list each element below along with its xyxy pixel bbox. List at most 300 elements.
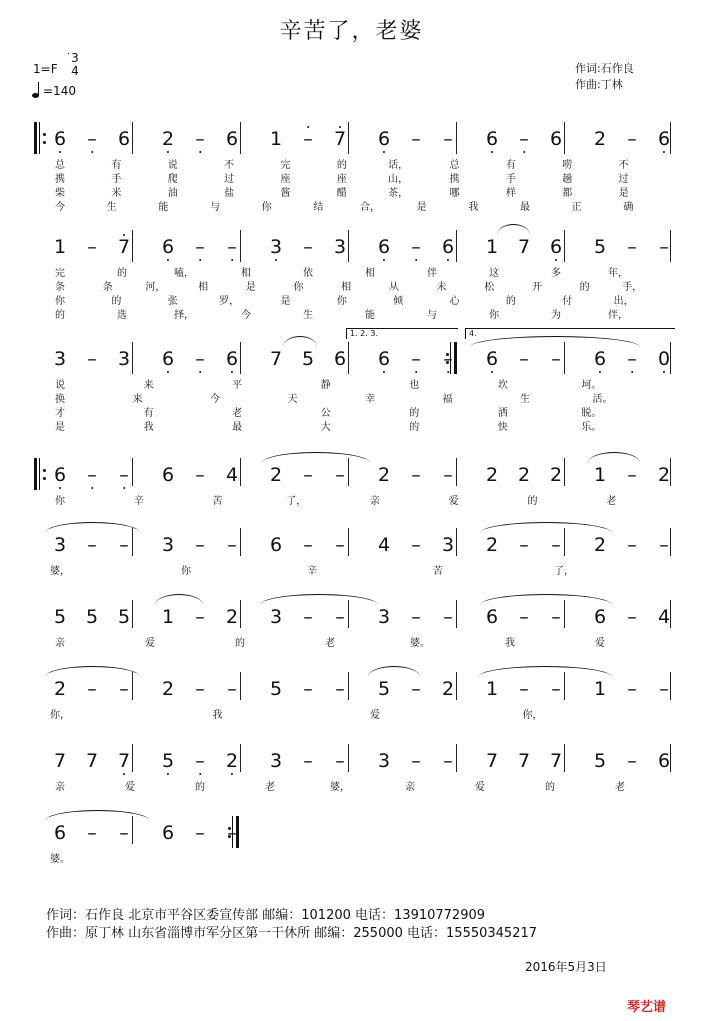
barline bbox=[348, 122, 349, 154]
dash: – bbox=[87, 128, 97, 150]
note: 6 bbox=[269, 534, 283, 556]
dash: – bbox=[87, 678, 97, 700]
note: 7 bbox=[53, 750, 67, 772]
barline bbox=[240, 230, 241, 262]
repeat-thick-line bbox=[34, 122, 37, 154]
lyric-syllable: 你， bbox=[522, 710, 543, 721]
score-system bbox=[0, 329, 703, 442]
note: 1 bbox=[485, 236, 499, 258]
lyric-syllable: 苦 bbox=[433, 566, 443, 577]
lyric-syllable: 的 bbox=[409, 422, 420, 433]
dash: – bbox=[195, 534, 205, 556]
lyric-syllable: 生 bbox=[520, 394, 530, 405]
barline bbox=[670, 600, 671, 628]
lyric-syllable: 婆。 bbox=[50, 854, 70, 865]
dash: – bbox=[87, 236, 97, 258]
note: 6 bbox=[333, 348, 347, 370]
note: 1 bbox=[53, 236, 67, 258]
dash: – bbox=[303, 464, 313, 486]
lyric-syllable: 茶， bbox=[388, 188, 409, 199]
lyric-syllable: 相 bbox=[365, 268, 375, 279]
dash: – bbox=[551, 348, 561, 370]
dash: – bbox=[519, 534, 529, 556]
lyric-syllable: 为 bbox=[551, 310, 561, 321]
dash: – bbox=[443, 348, 453, 370]
note: 4 bbox=[657, 606, 671, 628]
dash: – bbox=[627, 348, 637, 370]
dash: – bbox=[195, 128, 205, 150]
site-logo: 琴艺谱 bbox=[627, 1000, 667, 1015]
barline bbox=[348, 342, 349, 374]
repeat-thin-line bbox=[39, 122, 40, 154]
note: 6 bbox=[161, 464, 175, 486]
lyric-syllable: 才 bbox=[55, 408, 65, 419]
octave-dot-high bbox=[307, 126, 309, 128]
quarter-note-icon bbox=[32, 93, 39, 98]
dash: – bbox=[411, 348, 421, 370]
octave-dot-low bbox=[231, 371, 233, 373]
slur bbox=[497, 224, 530, 235]
barline bbox=[132, 122, 133, 154]
octave-dot-low bbox=[167, 151, 169, 153]
octave-dot-low bbox=[91, 151, 93, 153]
octave-dot-low bbox=[123, 773, 125, 775]
lyric-syllable: 总 bbox=[55, 160, 65, 171]
note: 5 bbox=[117, 606, 131, 628]
note: 2 bbox=[377, 464, 391, 486]
note: 3 bbox=[269, 606, 283, 628]
octave-dot-low bbox=[199, 151, 201, 153]
lyric-syllable: 伴 bbox=[427, 268, 437, 279]
lyric-syllable: 携 bbox=[55, 174, 65, 185]
lyric-syllable: 爱 bbox=[595, 638, 605, 649]
octave-dot-low bbox=[491, 151, 493, 153]
note: 2 bbox=[485, 534, 499, 556]
barline bbox=[564, 230, 565, 262]
lyric-syllable: 从 bbox=[388, 282, 399, 293]
note: 6 bbox=[486, 348, 498, 370]
lyric-syllable: 不 bbox=[224, 160, 235, 171]
lyric-syllable: 正 bbox=[571, 202, 582, 213]
repeat-thin-line bbox=[39, 458, 40, 490]
octave-dot-low bbox=[383, 371, 385, 373]
note: 6 bbox=[162, 236, 174, 258]
note: 6 bbox=[549, 128, 563, 150]
lyric-syllable: 条 bbox=[102, 282, 113, 293]
octave-dot-low bbox=[199, 371, 201, 373]
footer-composer: 作曲：原丁林 山东省淄博市军分区第一干休所 邮编：255000 电话：15550345217 bbox=[46, 926, 538, 941]
repeat-thick-line bbox=[34, 458, 37, 490]
note: 6 bbox=[117, 128, 131, 150]
note: 6 bbox=[161, 822, 175, 844]
octave-dot-low bbox=[447, 259, 449, 261]
key-signature: 1=F bbox=[33, 62, 58, 76]
lyric-syllable: 相 bbox=[341, 282, 352, 293]
dash: – bbox=[443, 606, 453, 628]
dash: – bbox=[227, 534, 237, 556]
note: 3 bbox=[269, 750, 283, 772]
slur bbox=[262, 452, 370, 463]
note: 3 bbox=[117, 348, 131, 370]
octave-dot-low bbox=[663, 151, 665, 153]
lyric-syllable: 付 bbox=[562, 296, 573, 307]
barline bbox=[670, 528, 671, 556]
octave-dot-low bbox=[167, 371, 169, 373]
lyric-syllable: 静 bbox=[320, 380, 331, 391]
barline bbox=[456, 230, 457, 262]
song-title: 辛苦了，老婆 bbox=[279, 19, 424, 44]
lyric-syllable: 的 bbox=[195, 782, 205, 793]
dash: – bbox=[627, 678, 637, 700]
octave-dot-low bbox=[631, 371, 633, 373]
lyric-syllable: 乐。 bbox=[581, 422, 602, 433]
lyric-syllable: 过 bbox=[618, 174, 629, 185]
lyric-syllable: 相 bbox=[198, 282, 209, 293]
note: 1 bbox=[485, 678, 499, 700]
lyric-syllable: 你 bbox=[261, 202, 272, 213]
barline bbox=[132, 600, 133, 628]
lyric-syllable: 趟 bbox=[562, 174, 573, 185]
tempo-marking bbox=[32, 84, 76, 98]
score-system bbox=[0, 816, 703, 916]
lyric-syllable: 话， bbox=[388, 160, 409, 171]
octave-dot-low bbox=[167, 773, 169, 775]
note: 7 bbox=[333, 128, 347, 150]
lyric-syllable: 是 bbox=[618, 188, 629, 199]
dash: – bbox=[195, 750, 205, 772]
note: 7 bbox=[549, 750, 563, 772]
note: 6 bbox=[54, 464, 66, 486]
lyric-syllable: 坎 bbox=[497, 380, 508, 391]
barline bbox=[456, 672, 457, 700]
lyric-syllable: 座 bbox=[280, 174, 291, 185]
note: 7 bbox=[269, 348, 283, 370]
dash: – bbox=[195, 236, 205, 258]
lyric-syllable: 能 bbox=[158, 202, 169, 213]
note: 3 bbox=[161, 534, 175, 556]
lyric-syllable: 的 bbox=[111, 296, 122, 307]
barline bbox=[670, 458, 671, 486]
lyric-syllable: 辛 bbox=[133, 496, 144, 507]
lyric-syllable: 我 bbox=[468, 202, 479, 213]
lyric-syllable: 依 bbox=[303, 268, 313, 279]
lyric-syllable: 苦 bbox=[212, 496, 223, 507]
lyric-syllable: 手 bbox=[111, 174, 122, 185]
octave-dot-low bbox=[199, 259, 201, 261]
note: 6 bbox=[485, 606, 499, 628]
lyric-syllable: 有 bbox=[111, 160, 122, 171]
octave-dot-low bbox=[383, 151, 385, 153]
lyric-syllable: 来 bbox=[143, 380, 154, 391]
lyric-syllable: 幸 bbox=[365, 394, 375, 405]
lyric-syllable: 手 bbox=[505, 174, 516, 185]
dash: – bbox=[119, 534, 129, 556]
lyric-syllable: 老 bbox=[232, 408, 243, 419]
octave-dot-low bbox=[275, 259, 277, 261]
note: 1 bbox=[593, 464, 607, 486]
note: 6 bbox=[378, 348, 390, 370]
dash: – bbox=[195, 822, 205, 844]
lyric-syllable: 的 bbox=[55, 310, 65, 321]
lyric-syllable: 携 bbox=[449, 174, 460, 185]
lyric-syllable: 了， bbox=[554, 566, 574, 577]
note: 7 bbox=[85, 750, 99, 772]
score-system bbox=[0, 230, 703, 330]
barline bbox=[670, 122, 671, 154]
lyric-syllable: 的 bbox=[527, 496, 538, 507]
barline bbox=[240, 342, 241, 374]
lyric-syllable: 亲 bbox=[55, 782, 65, 793]
lyric-syllable: 山， bbox=[388, 174, 409, 185]
note: 6 bbox=[486, 128, 498, 150]
barline bbox=[564, 458, 565, 486]
lyric-syllable: 是 bbox=[55, 422, 65, 433]
lyric-syllable: 罗， bbox=[219, 296, 240, 307]
dash: – bbox=[87, 464, 97, 486]
note: 6 bbox=[162, 348, 174, 370]
lyric-syllable: 快 bbox=[497, 422, 508, 433]
dash: – bbox=[335, 750, 345, 772]
note: 4 bbox=[225, 464, 239, 486]
barline bbox=[456, 122, 457, 154]
note: 2 bbox=[225, 606, 239, 628]
note: 2 bbox=[161, 678, 175, 700]
barline bbox=[132, 458, 133, 486]
note: 6 bbox=[442, 236, 454, 258]
lyric-syllable: 河， bbox=[145, 282, 166, 293]
note: 6 bbox=[225, 128, 239, 150]
lyric-syllable: 换 bbox=[55, 394, 65, 405]
octave-dot-high bbox=[123, 234, 125, 236]
lyric-syllable: 都 bbox=[562, 188, 573, 199]
note: 3 bbox=[53, 348, 67, 370]
barline bbox=[132, 744, 133, 772]
barline bbox=[564, 122, 565, 154]
lyric-syllable: 完 bbox=[280, 160, 291, 171]
dash: – bbox=[411, 464, 421, 486]
composer-credit: 作曲:丁林 bbox=[575, 78, 623, 91]
lyric-syllable: 最 bbox=[520, 202, 530, 213]
octave-dot-low bbox=[59, 487, 61, 489]
lyric-syllable: 老 bbox=[265, 782, 275, 793]
lyric-syllable: 大 bbox=[320, 422, 331, 433]
dash: – bbox=[411, 750, 421, 772]
lyric-syllable: 我 bbox=[505, 638, 515, 649]
repeat-dot bbox=[43, 141, 46, 144]
lyric-syllable: 哪 bbox=[449, 188, 460, 199]
lyric-syllable: 年， bbox=[608, 268, 628, 279]
dash: – bbox=[627, 534, 637, 556]
note: 5 bbox=[85, 606, 99, 628]
dash: – bbox=[119, 822, 129, 844]
barline bbox=[240, 600, 241, 628]
lyric-syllable: 亲 bbox=[405, 782, 415, 793]
lyric-syllable: 福 bbox=[442, 394, 453, 405]
lyric-syllable: 柴 bbox=[55, 188, 65, 199]
lyric-syllable: 平 bbox=[232, 380, 243, 391]
note: 6 bbox=[593, 606, 607, 628]
lyric-syllable: 总 bbox=[449, 160, 460, 171]
dash: – bbox=[227, 236, 237, 258]
note: 0 bbox=[658, 348, 670, 370]
dash: – bbox=[303, 236, 313, 258]
lyric-syllable: 说 bbox=[55, 380, 65, 391]
lyric-syllable: 辛 bbox=[307, 566, 317, 577]
lyric-syllable: 的 bbox=[579, 282, 590, 293]
dash: – bbox=[119, 678, 129, 700]
lyric-syllable: 生 bbox=[106, 202, 117, 213]
lyric-syllable: 亲 bbox=[370, 496, 380, 507]
note: 3 bbox=[270, 236, 282, 258]
note: 4 bbox=[377, 534, 391, 556]
lyric-syllable: 能 bbox=[365, 310, 375, 321]
barline bbox=[348, 744, 349, 772]
note: 2 bbox=[593, 128, 607, 150]
barline bbox=[670, 342, 671, 374]
meter-numerator: 3 bbox=[71, 51, 79, 65]
dash: – bbox=[659, 534, 669, 556]
note: 5 bbox=[162, 750, 174, 772]
dash: – bbox=[443, 750, 453, 772]
volta-bracket-2: 4. bbox=[465, 328, 675, 339]
lyric-syllable: 来 bbox=[132, 394, 143, 405]
lyric-syllable: 多 bbox=[551, 268, 561, 279]
dash: – bbox=[195, 606, 205, 628]
note: 5 bbox=[269, 678, 283, 700]
lyric-syllable: 洒 bbox=[497, 408, 508, 419]
lyric-syllable: 今 bbox=[210, 394, 220, 405]
barline bbox=[132, 342, 133, 374]
lyric-syllable: 样 bbox=[505, 188, 516, 199]
repeat-dot bbox=[43, 133, 46, 136]
dash: – bbox=[551, 606, 561, 628]
lyric-syllable: 天 bbox=[287, 394, 298, 405]
dash: – bbox=[195, 678, 205, 700]
dash: – bbox=[195, 348, 205, 370]
dash: – bbox=[411, 534, 421, 556]
dash: – bbox=[627, 128, 637, 150]
dash: – bbox=[335, 606, 345, 628]
lyric-syllable: 不 bbox=[618, 160, 629, 171]
note: 7 bbox=[118, 750, 130, 772]
lyric-syllable: 说 bbox=[167, 160, 178, 171]
repeat-thick-line bbox=[454, 342, 457, 374]
repeat-dot bbox=[43, 469, 46, 472]
lyric-syllable: 油 bbox=[167, 188, 178, 199]
note: 2 bbox=[593, 534, 607, 556]
octave-dot-low bbox=[91, 487, 93, 489]
barline bbox=[670, 744, 671, 772]
note: 2 bbox=[549, 464, 563, 486]
lyric-syllable: 手， bbox=[622, 282, 643, 293]
octave-dot-low bbox=[167, 259, 169, 261]
lyric-syllable: 老 bbox=[615, 782, 625, 793]
lyric-syllable: 是 bbox=[416, 202, 427, 213]
dash: – bbox=[335, 678, 345, 700]
dash: – bbox=[87, 534, 97, 556]
lyric-syllable: 爬 bbox=[167, 174, 178, 185]
dash: – bbox=[411, 678, 421, 700]
note: 6 bbox=[226, 348, 238, 370]
dash: – bbox=[411, 606, 421, 628]
lyric-syllable: 婆。 bbox=[410, 638, 430, 649]
octave-dot-low bbox=[555, 259, 557, 261]
lyric-syllable: 出， bbox=[613, 296, 634, 307]
dash: – bbox=[551, 534, 561, 556]
barline bbox=[456, 528, 457, 556]
dash: – bbox=[227, 678, 237, 700]
dash: – bbox=[335, 464, 345, 486]
note: 5 bbox=[593, 750, 607, 772]
lyric-syllable: 相 bbox=[241, 268, 251, 279]
volta-bracket-1: 1. 2. 3. bbox=[346, 328, 458, 339]
lyric-syllable: 爱 bbox=[145, 638, 155, 649]
lyric-syllable: 确 bbox=[623, 202, 634, 213]
lyric-syllable: 的 bbox=[409, 408, 420, 419]
note: 2 bbox=[226, 750, 238, 772]
lyric-syllable: 你 bbox=[336, 296, 347, 307]
dash: – bbox=[303, 750, 313, 772]
footer-lyricist: 作词：石作良 北京市平谷区委宣传部 邮编：101200 电话：13910772909 bbox=[46, 908, 486, 923]
note: 6 bbox=[54, 128, 66, 150]
lyric-syllable: 择， bbox=[174, 310, 194, 321]
lyric-syllable: 婆， bbox=[330, 782, 350, 793]
lyric-syllable: 选 bbox=[117, 310, 127, 321]
lyric-syllable: 与 bbox=[210, 202, 220, 213]
note: 6 bbox=[53, 822, 67, 844]
barline bbox=[240, 458, 241, 486]
lyric-syllable: 婆， bbox=[50, 566, 70, 577]
lyric-syllable: 松 bbox=[484, 282, 495, 293]
tempo-value: =140 bbox=[43, 84, 76, 98]
dash: – bbox=[87, 822, 97, 844]
date: 2016年5月3日 bbox=[525, 960, 607, 974]
lyric-syllable: 你 bbox=[293, 282, 304, 293]
dash: – bbox=[195, 464, 205, 486]
lyric-syllable: 心 bbox=[449, 296, 460, 307]
note: 3 bbox=[53, 534, 67, 556]
dash: – bbox=[411, 128, 421, 150]
lyric-syllable: 座 bbox=[336, 174, 347, 185]
lyric-syllable: 开 bbox=[531, 282, 542, 293]
lyric-syllable: 爱 bbox=[125, 782, 135, 793]
lyric-syllable: 完 bbox=[55, 268, 65, 279]
lyric-syllable: 今 bbox=[241, 310, 251, 321]
barline bbox=[670, 672, 671, 700]
lyric-syllable: 坷。 bbox=[581, 380, 602, 391]
note: 7 bbox=[517, 750, 531, 772]
barline bbox=[456, 600, 457, 628]
barline bbox=[240, 672, 241, 700]
octave-dot-low bbox=[415, 371, 417, 373]
lyric-syllable: 酱 bbox=[280, 188, 291, 199]
note: 2 bbox=[485, 464, 499, 486]
octave-dot-low bbox=[231, 259, 233, 261]
dash: – bbox=[659, 678, 669, 700]
note: 5 bbox=[301, 348, 315, 370]
lyric-syllable: 米 bbox=[111, 188, 122, 199]
barline bbox=[240, 122, 241, 154]
meter-denominator: 4 bbox=[71, 64, 79, 78]
dash: – bbox=[519, 606, 529, 628]
dash: – bbox=[303, 606, 313, 628]
octave-dot-low bbox=[491, 371, 493, 373]
note: 1 bbox=[269, 128, 283, 150]
lyric-syllable: 的 bbox=[117, 268, 127, 279]
dash: – bbox=[411, 236, 421, 258]
time-signature bbox=[68, 52, 82, 78]
lyric-syllable: 今 bbox=[55, 202, 65, 213]
